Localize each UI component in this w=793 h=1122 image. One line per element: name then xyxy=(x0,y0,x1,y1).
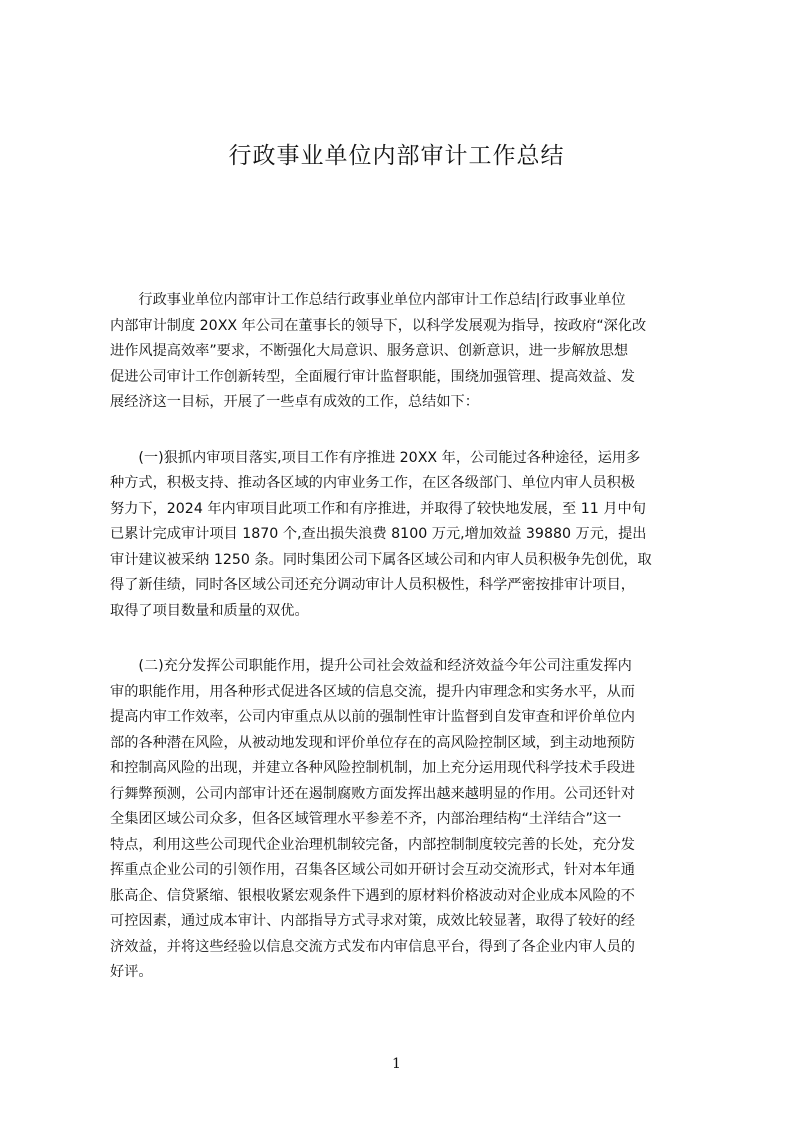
text-line: 特点，利用这些公司现代企业治理机制较完备，内部控制制度较完善的长处，充分发 xyxy=(110,836,635,853)
text-line: 行政事业单位内部审计工作总结行政事业单位内部审计工作总结|行政事业单位 xyxy=(110,292,626,308)
text-line: 好评。 xyxy=(110,964,153,980)
text-line: 部的各种潜在风险，从被动地发现和评价单位存在的高风险控制区域，到主动地预防 xyxy=(110,734,635,751)
text-line: 展经济这一目标，开展了一些卓有成效的工作，总结如下： xyxy=(110,394,479,410)
paragraph-intro xyxy=(110,288,700,416)
paragraph-section-2 xyxy=(110,654,700,986)
text-line: 努力下，2024 年内审项目此项工作和有序推进，并取得了较快地发展，至 11 月中旬 xyxy=(110,500,646,517)
text-line: 促进公司审计工作创新转型，全面履行审计监督职能，围绕加强管理、提高效益、发 xyxy=(110,368,635,385)
text-line: 济效益，并将这些经验以信息交流方式发布内审信息平台，得到了各企业内审人员的 xyxy=(110,938,635,955)
text-line: (二)充分发挥公司职能作用，提升公司社会效益和经济效益今年公司注重发挥内 xyxy=(110,658,632,674)
text-line: 审计建议被采纳 1250 条。同时集团公司下属各区域公司和内审人员积极争先创优，取 xyxy=(110,551,652,568)
text-line: 已累计完成审计项目 1870 个,查出损失浪费 8100 万元,增加效益 39880 万元，提出 xyxy=(110,526,647,542)
paragraph-section-1 xyxy=(110,446,700,625)
text-line: 胀高企、信贷紧缩、银根收紧宏观条件下遇到的原材料价格波动对企业成本风险的不 xyxy=(110,887,635,904)
text-line: 可控因素，通过成本审计、内部指导方式寻求对策，成效比较显著，取得了较好的经 xyxy=(110,913,635,929)
text-line: 全集团区域公司众多，但各区域管理水平参差不齐，内部治理结构“土洋结合”这一 xyxy=(110,811,622,827)
text-line: 得了新佳绩，同时各区域公司还充分调动审计人员积极性，科学严密按排审计项目， xyxy=(110,577,635,593)
text-line: 提高内审工作效率，公司内审重点从以前的强制性审计监督到自发审查和评价单位内 xyxy=(110,709,635,725)
text-line: 和控制高风险的出现，并建立各种风险控制机制，加上充分运用现代科学技术手段进 xyxy=(110,760,635,776)
text-line: 进作风提高效率”要求，不断强化大局意识、服务意识、创新意识，进一步解放思想 xyxy=(110,343,629,359)
text-line: 挥重点企业公司的引领作用，召集各区域公司如开研讨会互动交流形式，针对本年通 xyxy=(110,862,635,878)
text-line: 审的职能作用，用各种形式促进各区域的信息交流，提升内审理念和实务水平，从而 xyxy=(110,683,635,700)
text-line: 行舞弊预测，公司内部审计还在遏制腐败方面发挥出越来越明显的作用。公司还针对 xyxy=(110,785,635,802)
text-line: 种方式，积极支持、推动各区域的内审业务工作，在区各级部门、单位内审人员积极 xyxy=(110,475,635,491)
text-line: 取得了项目数量和质量的双优。 xyxy=(110,602,309,619)
text-line: (一)狠抓内审项目落实,项目工作有序推进 20XX 年，公司能过各种途径，运用多 xyxy=(110,449,641,466)
page-number: 1 xyxy=(392,1056,401,1072)
document-body xyxy=(110,288,700,986)
document-title: 行政事业单位内部审计工作总结 xyxy=(228,143,565,169)
text-line: 内部审计制度 20XX 年公司在董事长的领导下，以科学发展观为指导，按政府“深化改 xyxy=(110,317,647,334)
